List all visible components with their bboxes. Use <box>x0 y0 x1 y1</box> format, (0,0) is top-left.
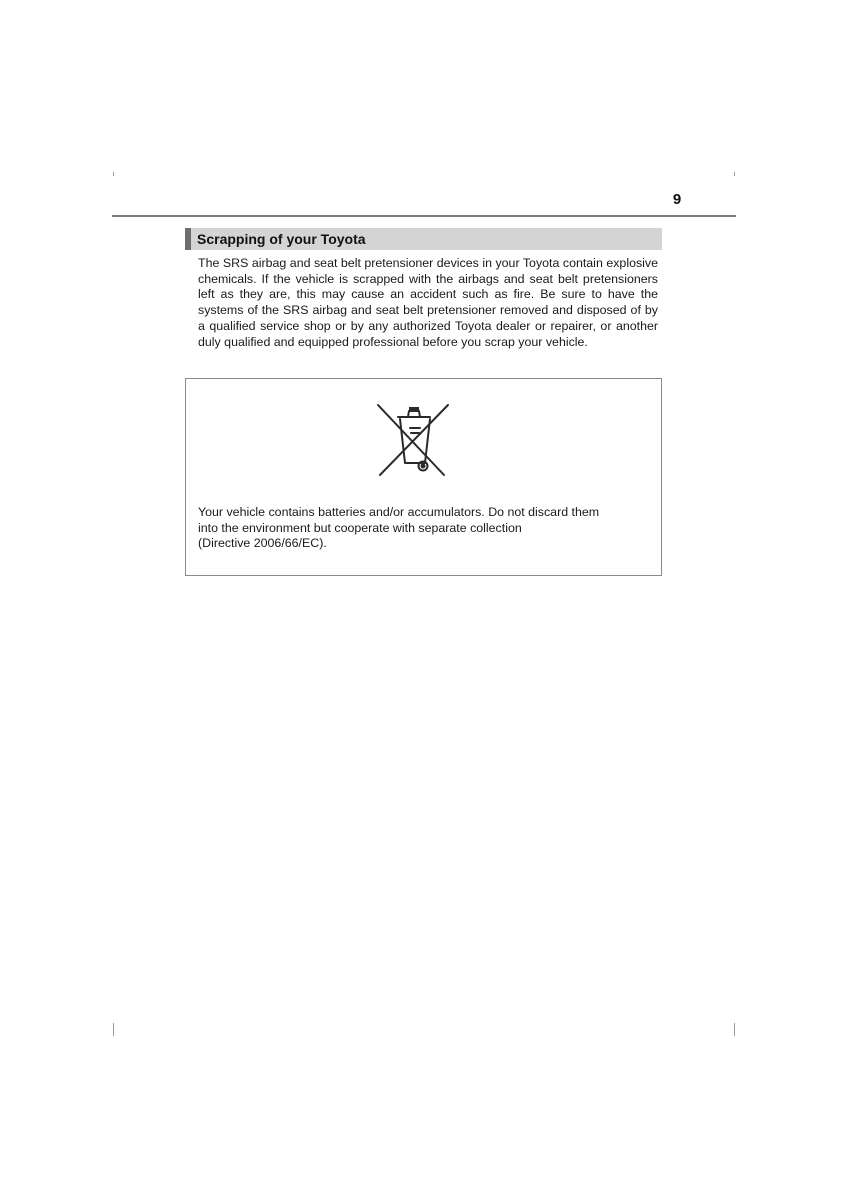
crop-mark-bottom-left <box>113 1023 114 1036</box>
page-number: 9 <box>672 191 682 208</box>
header-rule <box>112 215 736 217</box>
crossed-out-wheeled-bin-icon <box>376 401 450 477</box>
body-paragraph: The SRS airbag and seat belt pretensioner devices in your Toyota contain explosive chemicals. If the vehicle is scrapped with the airbags and seat belt pretensioners left as they are, this may cause an accident such as fire. Be sure to have the systems of the SRS airbag and seat belt pretensioner removed and disposed of by a qualified service shop or by any authorized Toyota dealer or repairer, or another duly qualified and equipped professional before you scrap your vehicle. <box>198 256 658 349</box>
section-heading <box>185 228 662 250</box>
crop-mark-top-right <box>734 172 735 176</box>
crop-mark-bottom-right <box>734 1023 735 1036</box>
battery-disposal-notice <box>185 378 662 576</box>
notice-line: (Directive 2006/66/EC). <box>198 536 327 551</box>
section-heading-text: Scrapping of your Toyota <box>197 231 366 247</box>
notice-line: into the environment but cooperate with separate collection <box>198 520 522 535</box>
notice-line: Your vehicle contains batteries and/or accumulators. Do not discard them <box>198 505 600 519</box>
crop-mark-top-left <box>113 172 114 176</box>
notice-text <box>198 505 653 552</box>
